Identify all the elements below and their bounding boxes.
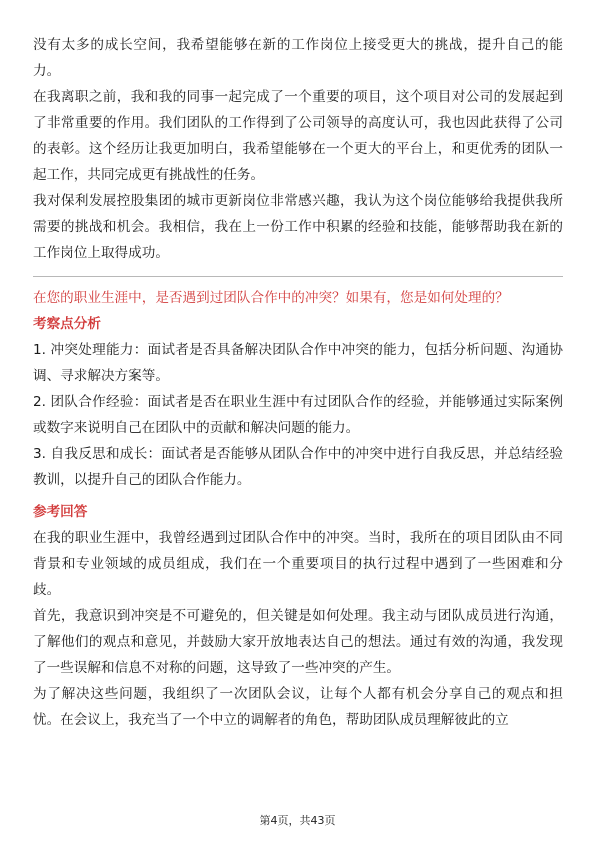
answer-paragraph-1: 在我的职业生涯中，我曾经遇到过团队合作中的冲突。当时，我所在的项目团队由不同背景和专业领域的成员组成，我们在一个重要项目的执行过程中遇到了一些困难和分歧。	[33, 530, 563, 598]
intro-paragraph-2: 在我离职之前，我和我的同事一起完成了一个重要的项目，这个项目对公司的发展起到了非常重要的作用。我们团队的工作得到了公司领导的高度认可，我也因此获得了公司的表彰。这个经历让我更加明白，我希望能够在一个更大的平台上，和更优秀的团队一起工作，共同完成更有挑战性的任务。	[33, 89, 563, 183]
section-divider	[33, 276, 563, 277]
answer-heading: 参考回答	[33, 504, 88, 520]
answer-paragraph-3: 为了解决这些问题，我组织了一次团队会议，让每个人都有机会分享自己的观点和担忧。在会议上，我充当了一个中立的调解者的角色，帮助团队成员理解彼此的立	[33, 686, 563, 728]
analysis-heading: 考察点分析	[33, 316, 101, 332]
analysis-point-3: 3. 自我反思和成长：面试者是否能够从团队合作中的冲突中进行自我反思，并总结经验教训，以提升自己的团队合作能力。	[33, 446, 563, 488]
analysis-point-2: 2. 团队合作经验：面试者是否在职业生涯中有过团队合作的经验，并能够通过实际案例或数字来说明自己在团队中的贡献和解决问题的能力。	[33, 394, 563, 436]
interview-question: 在您的职业生涯中，是否遇到过团队合作中的冲突？如果有，您是如何处理的？	[33, 290, 509, 306]
intro-paragraph-1: 没有太多的成长空间，我希望能够在新的工作岗位上接受更大的挑战，提升自己的能力。	[33, 37, 563, 79]
analysis-point-1: 1. 冲突处理能力：面试者是否具备解决团队合作中冲突的能力，包括分析问题、沟通协调、寻求解决方案等。	[33, 342, 563, 384]
page-number: 第4页，共43页	[259, 814, 336, 827]
intro-paragraph-3: 我对保利发展控股集团的城市更新岗位非常感兴趣，我认为这个岗位能够给我提供我所需要的挑战和机会。我相信，我在上一份工作中积累的经验和技能，能够帮助我在新的工作岗位上取得成功。	[33, 193, 563, 261]
answer-paragraph-2: 首先，我意识到冲突是不可避免的，但关键是如何处理。我主动与团队成员进行沟通，了解他们的观点和意见，并鼓励大家开放地表达自己的想法。通过有效的沟通，我发现了一些误解和信息不对称的问题，这导致了一些冲突的产生。	[33, 608, 563, 676]
page-content	[33, 32, 563, 733]
